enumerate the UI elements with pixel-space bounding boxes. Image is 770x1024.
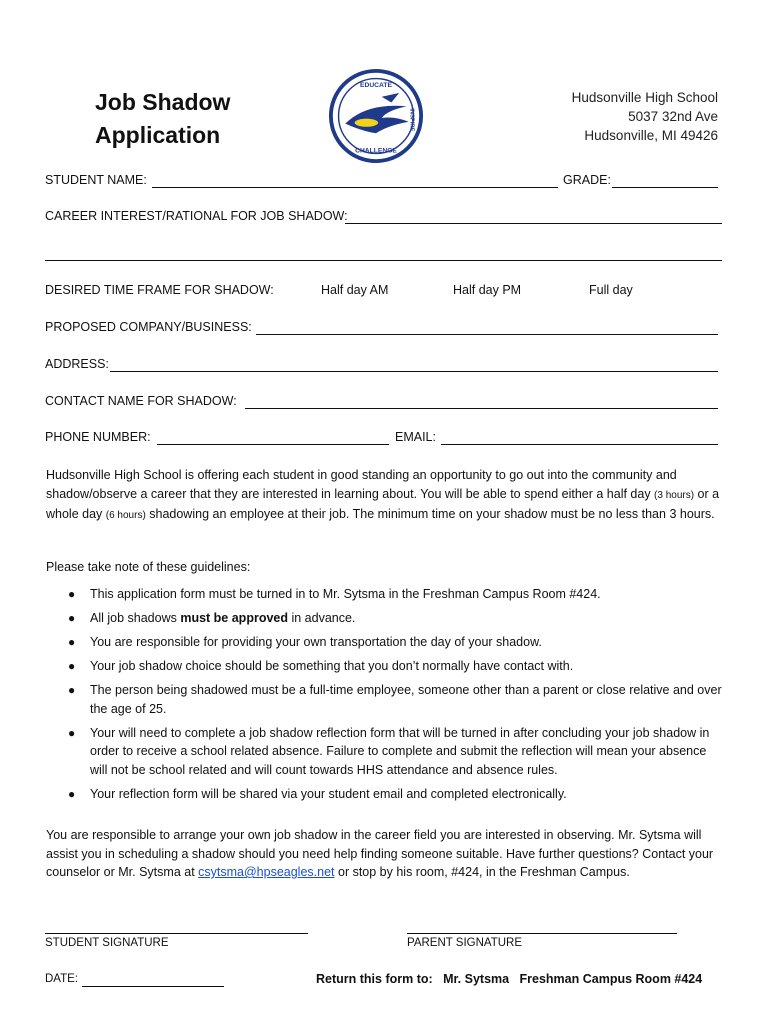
option-full-day[interactable]: Full day <box>589 283 633 297</box>
guideline-text: All job shadows <box>90 611 181 625</box>
contact-field[interactable] <box>245 408 718 409</box>
guidelines-heading: Please take note of these guidelines: <box>46 560 251 574</box>
intro-text-1: Hudsonville High School is offering each student in good standing an opportunity to go out into the community and shadow/observe a career that they are interested in learning about. You will be able to spend either a half day <box>46 468 677 501</box>
closing-paragraph <box>46 826 726 882</box>
intro-half-day-hours: (3 hours) <box>654 489 695 501</box>
school-address <box>572 88 718 145</box>
grade-label: GRADE: <box>563 173 611 187</box>
title-line-1: Job Shadow <box>95 89 231 115</box>
title-line-2: Application <box>95 122 221 148</box>
intro-paragraph <box>46 466 726 526</box>
return-instructions <box>316 972 702 986</box>
guideline-text: Your reflection form will be shared via your student email and completed electronically. <box>90 786 567 801</box>
guideline-emphasis: must be approved <box>180 611 288 625</box>
return-label: Return this form to: <box>316 972 433 986</box>
phone-field[interactable] <box>157 444 389 445</box>
guideline-text: Your will need to complete a job shadow reflection form that will be turned in after concluding your job shadow in order to receive a school related absence. Failure to complete and submit the reflection will mean your absence will not be school related and will count towards HHS attendance and absence rules. <box>90 725 710 777</box>
counselor-email-link[interactable]: csytsma@hpseagles.net <box>198 865 335 879</box>
guideline-text: in advance. <box>288 611 356 625</box>
student-signature-label: STUDENT SIGNATURE <box>45 937 169 949</box>
svg-text:EDUCATE: EDUCATE <box>360 82 392 90</box>
phone-label: PHONE NUMBER: <box>45 430 151 444</box>
date-field[interactable] <box>82 986 224 987</box>
svg-text:INSPIRE: INSPIRE <box>408 108 415 132</box>
closing-text-2: or stop by his room, #424, in the Freshman Campus. <box>334 865 630 879</box>
email-label: EMAIL: <box>395 430 436 444</box>
grade-field[interactable] <box>612 187 718 188</box>
company-field[interactable] <box>256 334 718 335</box>
student-signature-field[interactable] <box>45 933 308 934</box>
career-interest-field[interactable] <box>345 223 722 224</box>
guideline-item <box>46 657 726 676</box>
bullet-icon: ● <box>68 786 76 801</box>
intro-text-3: shadowing an employee at their job. The minimum time on your shadow must be no less than 3 hours. <box>145 507 715 521</box>
bullet-icon: ● <box>68 659 76 673</box>
guideline-text: The person being shadowed must be a full-time employee, someone other than a parent or close relative and over the age of 25. <box>90 683 722 716</box>
guideline-text: This application form must be turned in to Mr. Sytsma in the Freshman Campus Room #424. <box>90 587 601 601</box>
guidelines-list <box>46 585 726 809</box>
school-city: Hudsonville, MI 49426 <box>584 128 718 143</box>
guideline-item <box>46 609 726 628</box>
address-label: ADDRESS: <box>45 357 109 371</box>
contact-label: CONTACT NAME FOR SHADOW: <box>45 394 237 408</box>
svg-text:CHALLENGE: CHALLENGE <box>355 147 397 155</box>
school-name: Hudsonville High School <box>571 90 718 105</box>
student-name-label: STUDENT NAME: <box>45 173 147 187</box>
guideline-text: You are responsible for providing your own transportation the day of your shadow. <box>90 635 542 649</box>
guideline-item <box>46 724 726 780</box>
address-field[interactable] <box>110 371 718 372</box>
parent-signature-label: PARENT SIGNATURE <box>407 937 523 949</box>
school-logo <box>328 68 424 164</box>
bullet-icon: ● <box>68 725 76 740</box>
career-interest-label: CAREER INTEREST/RATIONAL FOR JOB SHADOW: <box>45 209 348 223</box>
email-field[interactable] <box>441 444 718 445</box>
bullet-icon: ● <box>68 683 76 697</box>
bullet-icon: ● <box>68 587 76 601</box>
guideline-item <box>46 585 726 604</box>
return-destination: Mr. Sytsma Freshman Campus Room #424 <box>443 972 703 986</box>
page-title <box>95 86 230 152</box>
closing-text-1: You are responsible to arrange your own job shadow in the career field you are interested in observing. Mr. Sytsma will assist you in scheduling a shadow should you need help finding someone suitable. Have further questions? Contact your counselor or Mr. Sytsma at <box>46 828 714 879</box>
student-name-field[interactable] <box>152 187 558 188</box>
guideline-item <box>46 633 726 652</box>
option-half-day-am[interactable]: Half day AM <box>321 283 389 297</box>
option-half-day-pm[interactable]: Half day PM <box>453 283 522 297</box>
school-street: 5037 32nd Ave <box>628 109 718 124</box>
intro-whole-day-hours: (6 hours) <box>105 510 146 521</box>
time-frame-label: DESIRED TIME FRAME FOR SHADOW: <box>45 283 274 297</box>
bullet-icon: ● <box>68 611 76 625</box>
date-label: DATE: <box>45 973 79 985</box>
guideline-text: Your job shadow choice should be something that you don’t normally have contact with. <box>90 659 574 673</box>
company-label: PROPOSED COMPANY/BUSINESS: <box>45 320 252 334</box>
career-interest-field-line-2[interactable] <box>45 260 722 261</box>
guideline-item <box>46 681 726 718</box>
guideline-item <box>46 785 726 804</box>
intro-text-2: or a whole day <box>46 486 720 521</box>
bullet-icon: ● <box>68 635 76 649</box>
parent-signature-field[interactable] <box>407 933 677 934</box>
